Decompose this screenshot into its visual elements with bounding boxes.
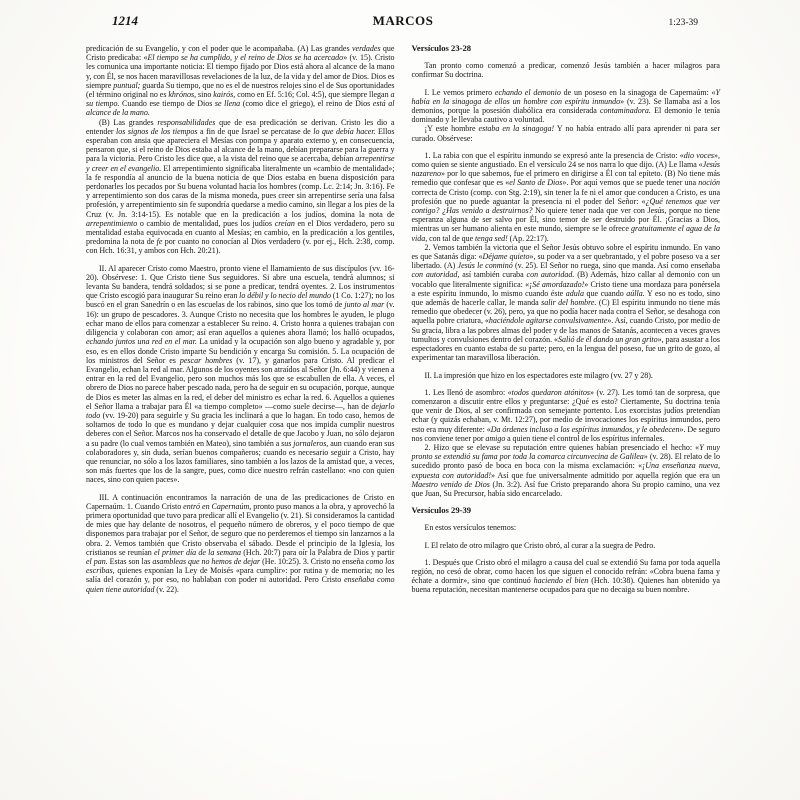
paragraph: En estos versículos tenemos: xyxy=(424,523,517,533)
text-columns xyxy=(86,44,720,595)
paragraph: II. La impresión que hizo en los espectadores este milagro (vv. 27 y 28). xyxy=(424,370,653,380)
paragraph: 2. Vemos también la victoria que el Señor Jesús obtuvo sobre el espíritu inmundo. En vano es que Satanás diga: «Déjame quieto», su poder va a ser quebrantado, y el pobre poseso va a ser libertado. (A) Jesús le conminó (v. 25). El Señor no ruega, sino que manda. Así como enseñaba con autoridad, así también curaba con autoridad. (B) Además, hizo callar al demonio con un vocablo que literalmente significa: «¡Sé amordazado!» Cristo tiene una mordaza para ponérsela a este espíritu inmundo, lo mismo cuando éste adula que cuando aúlla. Y eso no es todo, sino que además de hacerle callar, le manda salir del hombre. (C) El espíritu inmundo no tiene más remedio que obedecer (v. 26), pero, ya que no podía hacer nada contra el Señor, se desahoga con aquella pobre criatura, «haciéndole agitarse convulsivamente». Así, cuando Cristo, por medio de Su gracia, libra a las pobres almas del poder y de las manos de Satanás, acontecen a veces graves tumultos y convulsiones dentro del corazón. «Salió de él dando un gran grito», para asustar a los espectadores en cuanto estaba de su parte; pero, en la lengua del poseso, fue un grito de gozo, al experimentar tan maravillosa liberación. xyxy=(411,242,721,363)
paragraph: 1. Les llenó de asombro: «todos quedaron atónitos» (v. 27). Les tomó tan de sorpresa, que comenzaron a discutir entre ellos y preguntarse: ¿Qué es esto? Ciertamente, Su doctrina tenía que venir de Dios, al ser confirmada con semejante portento. Los exorcistas judíos pretendían echar (y quizás echaban, v. Mt. 12:27), por medio de invocaciones los espíritus inmundos, pero esto era muy diferente: «Da órdenes incluso a los espíritus inmundos, y le obedecen». De seguro nos conviene tener por amigo a quien tiene el control de los espíritus infernales. xyxy=(411,387,720,443)
paragraph: (B) Las grandes responsabilidades que de esa predicación se derivan. Cristo les dio a entender los signos de los tiempos a fin de que Israel se percatase de lo que debía hacer. Ellos esperaban con ansia que apareciera el Mesías con pompa y aparato externo y, en consecuencia, pensaron que, si el reino de Dios estaba al alcance de la mano, debían prepararse para la guerra y para la victoria. Pero Cristo les dice que, a la vista del reino que se acercaba, debían arrepentirse y creer en el evangelio. El arrepentimiento significaba literalmente un «cambio de mentalidad»; la fe respondía al anuncio de la buena noticia de que Dios estaba en buena disposición para perdonarles los pecados por Su buena voluntad hacia los hombres (comp. Lc. 2:14; Jn. 3:16). Fe y arrepentimiento son dos caras de la misma moneda, pues creer sin arrepentirse sería una falsa profesión, y arrepentimiento sin fe supondría quedarse a medio camino, sin llegar a los pies de la Cruz (v. Jn. 3:14-15). Es notable que en la predicación a los judíos, domina la nota de arrepentimiento o cambio de mentalidad, pues los judíos creían en el Dios verdadero, pero su mentalidad estaba equivocada en cuanto al Mesías; en cambio, en la predicación a los gentiles, predomina la nota de fe por cuanto no conocían al Dios verdadero (v. por ej., Hch. 2:38, comp. con Hch. 16:31, y ambos con Hch. 20:21). xyxy=(86,117,395,256)
paragraph: III. A continuación encontramos la narración de una de las predicaciones de Cristo en Capernaúm. 1. Cuando Cristo entró en Capernaúm, pronto puso manos a la obra, y aprovechó la primera oportunidad que tuvo para predicar allí el Evangelio (v. 21). Si consideramos la cantidad de mies que hay delante de nosotros, el pequeño número de obreros, y el poco tiempo de que disponemos para trabajar por el Señor, de seguro que no perderemos el tiempo sin lanzarnos a la obra. 2. Vemos también que Cristo observaba el sábado. Desde el principio de la Iglesia, los cristianos se reunían el primer día de la semana (Hch. 20:7) para oír la Palabra de Dios y partir el pan. Estas son las asambleas que no hemos de dejar (He. 10:25). 3. Cristo no enseña como los escribas, quienes exponían la Ley de Moisés «para cumplir»: por rutina y de memoria; no les salía del corazón y, por eso, no hablaban con poder ni autoridad. Pero Cristo enseñaba como quien tiene autoridad (v. 22). xyxy=(86,492,395,594)
section-heading: Versículos 23-28 xyxy=(411,43,472,53)
page-header xyxy=(86,13,720,29)
paragraph: II. Al aparecer Cristo como Maestro, pronto viene el llamamiento de sus discípulos (vv. 16-20). Obsérvese: 1. Que Cristo tiene Sus seguidores. Si abre una escuela, tendrá alumnos; si levanta Su bandera, tendrá soldados; si se pone a predicar, tendrá oyentes. 2. Los instrumentos que Cristo escogió para inaugurar Su reino eran lo débil y lo necio del mundo (1 Co. 1:27); no los buscó en el gran Sanedrín o en las escuelas de los rabinos, sino que los tomó de junto al mar (v. 16): un grupo de pescadores. 3. Aunque Cristo no necesita que los hombres le ayuden, le plugo echar mano de ellos para comenzar a establecer Su reino. 4. Cristo honra a quienes trabajan con diligencia y colaboran con amor; así eran aquellos a quienes ahora llamó; los halló ocupados, echando juntos una red en el mar. La unidad y la ocupación son algo bueno y agradable y, por eso, es en ellos donde Cristo imparte Su bendición y encarga Su comisión. 5. La ocupación de los ministros del Señor es pescar hombres (v. 17), y ganarlos para Cristo. Al predicar el Evangelio, echan la red al mar. Algunos de los oyentes son atraídos al Señor (Jn. 6:44) y vienen a entrar en la red del Evangelio, pero son muchos más los que se escabullen de ella. A veces, el obrero de Dios no parece haber pescado nada, pero ha de seguir en su ocupación, porque, aunque de Dios es meter las almas en la red, el deber del ministro es echar la red. 6. Aquellos a quienes el Señor llama a trabajar para Él «a tiempo completo» —como suele decirse—, han de dejarlo todo (vv. 19-20) para seguirle y Su gracia les inclinará a que lo hagan. En todo caso, hemos de soltarnos de todo lo que es mundano y dejar cualquier cosa que nos impida cumplir nuestros deberes con el Señor. Marcos nos ha conservado el detalle de que Jacobo y Juan, no sólo dejaron a su padre (lo cual vemos también en Mateo), sino también a sus jornaleros, aun cuando eran sus colaboradores y, sin duda, serían buenos compañeros; cuando es necesario seguir a Cristo, hay que renunciar, no sólo a los lazos familiares, sino también a los lazos de la amistad que, a veces, son más fuertes que los de la sangre, pues, como dice nuestro refrán castellano: «no con quien naces, sino con quien paces». xyxy=(86,263,395,485)
paragraph: predicación de su Evangelio, y con el poder que le acompañaba. (A) Las grandes verdades que Cristo predicaba: «El tiempo se ha cumplido, y el reino de Dios se ha acercado» (v. 15). Cristo les comunica una importante noticia: El tiempo fijado por Dios está ahora al alcance de la mano y, con Él, se nos hacen maravillosas revelaciones de la luz, de la vida y del amor de Dios. Dios es siempre puntual; guarda Su tiempo, que no es el de nuestros relojes sino el de Sus oportunidades (el término original no es khrónos, sino kairós, como en Ef. 5:16; Col. 4:5), que siempre llegan a su tiempo. Cuando ese tiempo de Dios se llena (como dice el griego), el reino de Dios está al alcance de la mano. xyxy=(86,44,395,118)
page-number: 1214 xyxy=(112,13,138,28)
paragraph: 1. Después que Cristo obró el milagro a causa del cual se extendió Su fama por toda aquella región, no cesó de obrar, como hacen los que siguen el conocido refrán: «Cobra buena fama y échate a dormir», sino que continuó haciendo el bien (Hch. 10:38). Quienes han obtenido ya buena reputación, necesitan mantenerse ocupados para que no decaiga su buen nombre. xyxy=(411,557,720,595)
paragraph: 2. Hizo que se elevase su reputación entre quienes habían presenciado el hecho: «Y muy pronto se extendió su fama por toda la comarca circunvecina de Galilea» (v. 28). El relato de lo sucedido pronto pasó de boca en boca con la misma exclamación: «¡Una enseñanza nueva, expuesta con autoridad!» Así que fue universalmente admitido por aquella región que era un Maestro venido de Dios (Jn. 3:2). Así fue Cristo preparando ahora Su propio camino, una vez que Juan, Su Precursor, había sido encarcelado. xyxy=(411,442,721,498)
paragraph: 1. La rabia con que el espíritu inmundo se expresó ante la presencia de Cristo: «dio voces», como quien se siente angustiado. En el versículo 24 se nos narra lo que dijo. (A) Le llama «Jesús nazareno» por lo que sabemos, fue el primero en dirigirse a Él con tal epíteto. (B) No tiene más remedio que confesar que es «el Santo de Dios». Por aquí vemos que se puede tener una noción correcta de Cristo (comp. con Stg. 2:19), sin tener la fe ni el amor que conducen a Cristo, es una profesión que no puede aguantar la presencia ni el poder del Señor: «¿Qué tenemos que ver contigo? ¿Has venido a destruirnos? No quiere tener nada que ver con Jesús, porque no tiene esperanza alguna de ser salvo por Él, sino temor de ser destruido por Él. ¡Gracias a Dios, mientras un ser humano alienta en este mundo, siempre se le ofrece gratuitamente el agua de la vida, con tal de que tenga sed! (Ap. 22:17). xyxy=(411,150,720,243)
left-column xyxy=(86,44,395,595)
paragraph: Tan pronto como comenzó a predicar, comenzó Jesús también a hacer milagros para confirmar Su doctrina. xyxy=(411,61,720,80)
paragraph: I. El relato de otro milagro que Cristo obró, al curar a la suegra de Pedro. xyxy=(424,540,656,550)
paragraph: I. Le vemos primero echando el demonio de un poseso en la sinagoga de Capernaúm: «Y había en la sinagoga de ellos un hombre con espíritu inmundo» (v. 23). Se llamaba así a los demonios, porque la posesión diabólica era considerada contaminadora. El demonio le tenía dominado y le llevaba cautivo a voluntad. xyxy=(411,87,720,125)
verse-range: 1:23-39 xyxy=(668,18,698,28)
section-heading: Versículos 29-39 xyxy=(411,505,472,516)
right-column xyxy=(412,44,721,595)
book-title: MARCOS xyxy=(372,13,434,28)
paragraph: ¡Y este hombre estaba en la sinagoga! Y no había entrado allí para aprender ni para ser curado. Obsérvese: xyxy=(411,124,721,143)
